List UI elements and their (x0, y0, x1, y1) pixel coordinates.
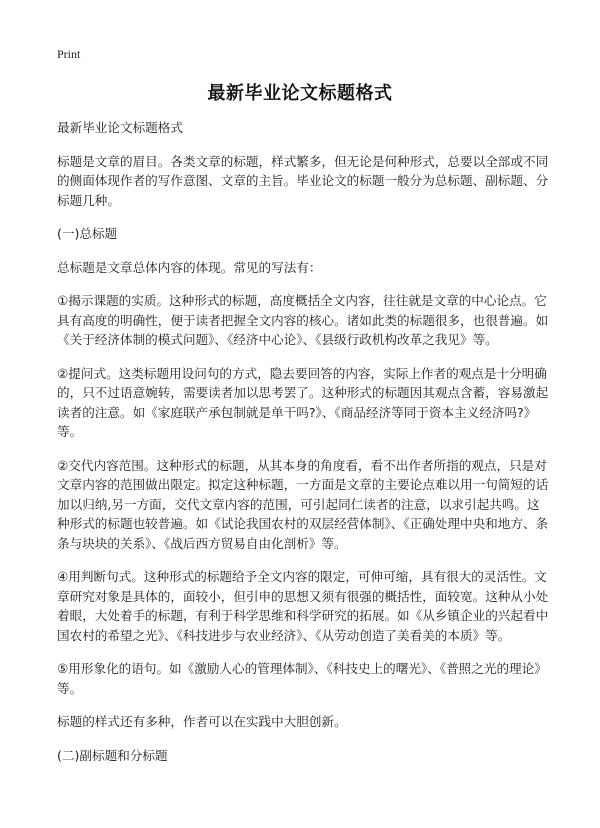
print-label: Print (57, 47, 81, 61)
section-heading-subtitles: (二)副标题和分标题 (57, 747, 168, 763)
intro-paragraph: 标题是文章的眉目。各类文章的标题，样式繁多，但无论是何种形式，总要以全部或不同的侧面体现作者的写作意图、文章的主旨。毕业论文的标题一般分为总标题、副标题、分标题几种。 (57, 153, 549, 208)
body-paragraph: ②提问式。这类标题用设问句的方式，隐去要回答的内容，实际上作者的观点是十分明确的，只不过语意婉转，需要读者加以思考罢了。这种形式的标题因其观点含蓄，容易激起读者的注意。如《家庭联产承包制就是单干吗?》、《商品经济等同于资本主义经济吗?》等。 (57, 365, 549, 439)
body-paragraph: ①揭示课题的实质。这种形式的标题，高度概括全文内容，往往就是文章的中心论点。它具有高度的明确性，便于读者把握全文内容的核心。诸如此类的标题很多，也很普遍。如《关于经济体制的模式问题》、《经济中心论》、《县级行政机构改革之我见》等。 (57, 293, 549, 347)
section-heading-main-title: (一)总标题 (57, 226, 118, 241)
subtitle-paragraph: 最新毕业论文标题格式 (57, 120, 183, 135)
body-paragraph: 标题的样式还有多种，作者可以在实践中大胆创新。 (57, 714, 347, 729)
body-paragraph: ②交代内容范围。这种形式的标题，从其本身的角度看，看不出作者所指的观点，只是对文章内容的范围做出限定。拟定这种标题，一方面是文章的主要论点难以用一句简短的话加以归纳,另一方面，交代文章内容的范围，可引起同仁读者的注意，以求引起共鸣。这种形式的标题也较普遍。如《试论我国农村的双层经营体制》、《正确处理中央和地方、条条与块块的关系》、《战后西方贸易自由化剖析》等。 (57, 457, 549, 551)
document-body (57, 118, 549, 779)
page-title: 最新毕业论文标题格式 (207, 83, 393, 104)
body-paragraph: ⑤用形象化的语句。如《激励人心的管理体制》、《科技史上的曙光》、《普照之光的理论》等。 (57, 661, 547, 696)
body-paragraph: ④用判断句式。这种形式的标题给予全文内容的限定，可伸可缩，具有很大的灵活性。文章研究对象是具体的，面较小，但引申的思想又须有很强的概括性，面较宽。这种从小处着眼，大处着手的标题，有利于科学思维和科学研究的拓展。如《从乡镇企业的兴起看中国农村的希望之光》、《科技进步与农业经济》、《从劳动创造了美看美的本质》等。 (57, 569, 549, 643)
body-paragraph: 总标题是文章总体内容的体现。常见的写法有： (57, 259, 322, 275)
